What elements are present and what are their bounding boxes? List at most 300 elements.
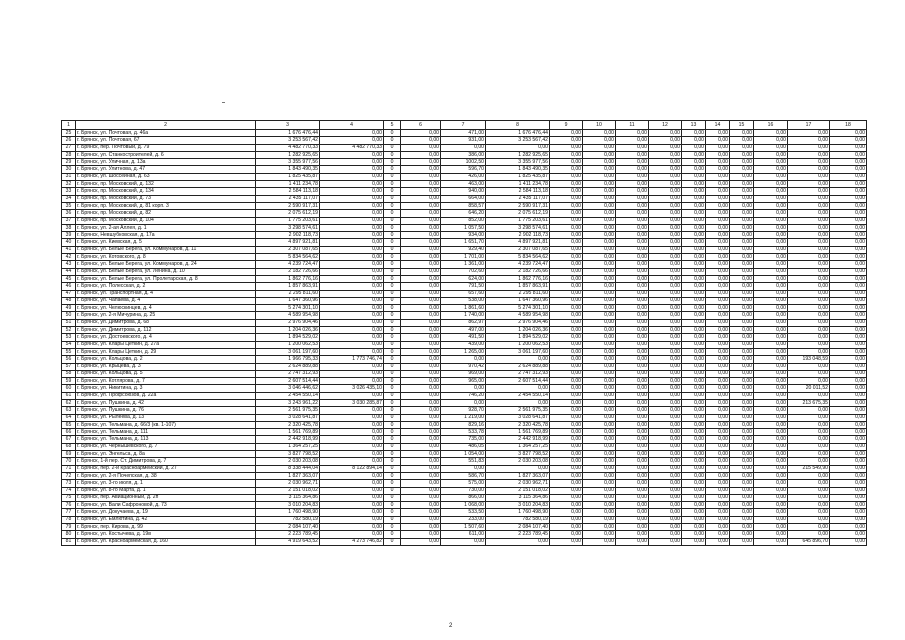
- amount-cell: 0,00: [583, 297, 616, 304]
- amount-cell: 215 549,90: [788, 465, 830, 472]
- amount-cell: 0,00: [788, 232, 830, 239]
- address-cell: г. Брянск, пр. Московский, д. 132: [76, 181, 256, 188]
- row-number-cell: 77: [62, 509, 76, 516]
- row-number-cell: 72: [62, 472, 76, 479]
- amount-cell: 0,00: [682, 399, 706, 406]
- amount-cell: 0,00: [788, 224, 830, 231]
- amount-cell: 0,00: [730, 181, 754, 188]
- amount-cell: 0,00: [730, 480, 754, 487]
- amount-cell: 0,00: [550, 421, 583, 428]
- amount-cell: 0,00: [682, 487, 706, 494]
- table-row: [62, 472, 867, 479]
- amount-cell: 0,00: [682, 188, 706, 195]
- amount-cell: 0,00: [754, 159, 788, 166]
- amount-cell: 0,00: [730, 224, 754, 231]
- table-row: [62, 232, 867, 239]
- amount-cell: 0,00: [754, 407, 788, 414]
- table-row: [62, 502, 867, 509]
- amount-cell: 0,00: [616, 458, 649, 465]
- amount-cell: 0,00: [754, 195, 788, 202]
- amount-cell: 0,00: [754, 217, 788, 224]
- amount-cell: 0,00: [754, 312, 788, 319]
- table-row: [62, 166, 867, 173]
- amount-cell: 2 030 203,08: [486, 458, 550, 465]
- amount-cell: 0,00: [788, 436, 830, 443]
- row-number-cell: 51: [62, 319, 76, 326]
- amount-cell: 0,00: [616, 173, 649, 180]
- amount-cell: 0,00: [730, 363, 754, 370]
- count-cell: 0: [384, 181, 401, 188]
- amount-cell: 2 075 612,19: [486, 210, 550, 217]
- address-cell: г. Брянск, ул. Клары Цеткин, д. 27а: [76, 341, 256, 348]
- address-cell: г. Брянск, ул. Энгельса, д. 8а: [76, 451, 256, 458]
- amount-cell: 0,00: [682, 305, 706, 312]
- amount-cell: 0,00: [320, 188, 384, 195]
- address-cell: г. Брянск, ул. Димитрова, д. 68: [76, 319, 256, 326]
- table-row: [62, 385, 867, 392]
- count-cell: 0: [384, 494, 401, 501]
- amount-cell: 0,00: [682, 385, 706, 392]
- amount-cell: 0,00: [730, 429, 754, 436]
- amount-cell: 0,00: [486, 356, 550, 363]
- amount-cell: 0,00: [616, 159, 649, 166]
- amount-cell: 0,00: [401, 275, 441, 282]
- table-row: [62, 516, 867, 523]
- amount-cell: 0,00: [730, 392, 754, 399]
- count-cell: 0: [384, 472, 401, 479]
- amount-cell: 0,00: [754, 531, 788, 538]
- amount-cell: 0,00: [682, 370, 706, 377]
- amount-cell: 0,00: [830, 239, 867, 246]
- amount-cell: 0,00: [441, 385, 486, 392]
- amount-cell: 0,00: [730, 217, 754, 224]
- row-number-cell: 55: [62, 348, 76, 355]
- amount-cell: 0,00: [682, 239, 706, 246]
- amount-cell: 0,00: [754, 385, 788, 392]
- amount-cell: 0,00: [616, 261, 649, 268]
- address-cell: г. Брянск, ул. Белые Берега, ул. Пролетарская, д. 8: [76, 275, 256, 282]
- address-cell: г. Брянск, пер. Кирова, д. 99: [76, 524, 256, 531]
- amount-cell: 0,00: [583, 159, 616, 166]
- amount-cell: 0,00: [649, 261, 682, 268]
- amount-cell: 0,00: [706, 465, 730, 472]
- amount-cell: 0,00: [649, 356, 682, 363]
- amount-cell: 0,00: [583, 465, 616, 472]
- amount-cell: 0,00: [706, 254, 730, 261]
- count-cell: 0: [384, 436, 401, 443]
- amount-cell: 193 048,59: [788, 356, 830, 363]
- amount-cell: 0,00: [754, 509, 788, 516]
- amount-cell: 0,00: [788, 494, 830, 501]
- amount-cell: 0,00: [401, 181, 441, 188]
- column-number-header: 9: [550, 121, 583, 130]
- count-cell: 0: [384, 370, 401, 377]
- address-cell: г. Брянск, пер. Почтовый, д. 79: [76, 144, 256, 151]
- amount-cell: 0,00: [616, 363, 649, 370]
- amount-cell: 0,00: [730, 151, 754, 158]
- amount-cell: 0,00: [730, 524, 754, 531]
- row-number-cell: 40: [62, 239, 76, 246]
- amount-cell: 0,00: [830, 451, 867, 458]
- amount-cell: 0,00: [401, 239, 441, 246]
- amount-cell: 0,00: [706, 392, 730, 399]
- row-number-cell: 56: [62, 356, 76, 363]
- amount-cell: 0,00: [830, 407, 867, 414]
- amount-cell: 0,00: [682, 173, 706, 180]
- amount-cell: 586,70: [441, 472, 486, 479]
- amount-cell: 0,00: [706, 509, 730, 516]
- amount-cell: 2 454 550,14: [256, 392, 320, 399]
- address-cell: г. Брянск, ул. Киевская, д. 5: [76, 239, 256, 246]
- amount-cell: 0,00: [401, 494, 441, 501]
- amount-cell: 1 857 863,91: [486, 283, 550, 290]
- amount-cell: 0,00: [682, 509, 706, 516]
- amount-cell: 2 747 312,93: [486, 370, 550, 377]
- amount-cell: 0,00: [616, 137, 649, 144]
- amount-cell: 0,00: [320, 312, 384, 319]
- column-number-header: 2: [76, 121, 256, 130]
- amount-cell: 1 411 234,78: [256, 181, 320, 188]
- amount-cell: 0,00: [616, 531, 649, 538]
- amount-cell: 0,00: [830, 312, 867, 319]
- amount-cell: 0,00: [401, 458, 441, 465]
- column-number-header: 13: [682, 121, 706, 130]
- amount-cell: 0,00: [583, 319, 616, 326]
- amount-cell: 0,00: [754, 232, 788, 239]
- amount-cell: 0,00: [649, 239, 682, 246]
- amount-cell: 0,00: [320, 451, 384, 458]
- amount-cell: 0,00: [616, 341, 649, 348]
- amount-cell: 0,00: [754, 254, 788, 261]
- amount-cell: 0,00: [730, 137, 754, 144]
- amount-cell: 0,00: [401, 261, 441, 268]
- count-cell: 0: [384, 451, 401, 458]
- count-cell: 0: [384, 385, 401, 392]
- row-number-cell: 29: [62, 159, 76, 166]
- amount-cell: 1 676 476,44: [486, 130, 550, 137]
- amount-cell: 0,00: [550, 202, 583, 209]
- address-cell: г. Брянск, ул. Белые Берега, ул. Ленина, д. 10: [76, 268, 256, 275]
- amount-cell: 0,00: [616, 188, 649, 195]
- amount-cell: 0,00: [550, 239, 583, 246]
- address-cell: г. Брянск, ул. Кольцова, д. 5: [76, 370, 256, 377]
- amount-cell: 0,00: [649, 283, 682, 290]
- amount-cell: 0,00: [583, 130, 616, 137]
- amount-cell: 2 607 514,44: [256, 378, 320, 385]
- amount-cell: 3 827 798,52: [256, 451, 320, 458]
- amount-cell: 934,00: [441, 232, 486, 239]
- column-number-header: 10: [583, 121, 616, 130]
- amount-cell: 0,00: [682, 363, 706, 370]
- header-row: [62, 121, 867, 130]
- amount-cell: 0,00: [320, 370, 384, 377]
- amount-cell: 0,00: [649, 516, 682, 523]
- amount-cell: 0,00: [616, 378, 649, 385]
- row-number-cell: 63: [62, 407, 76, 414]
- table-row: [62, 465, 867, 472]
- amount-cell: 0,00: [730, 399, 754, 406]
- amount-cell: 0,00: [320, 297, 384, 304]
- amount-cell: 0,00: [754, 283, 788, 290]
- amount-cell: 0,00: [550, 297, 583, 304]
- amount-cell: 866,00: [441, 494, 486, 501]
- table-row: [62, 370, 867, 377]
- amount-cell: 0,00: [730, 283, 754, 290]
- amount-cell: 8 122 894,14: [320, 465, 384, 472]
- amount-cell: 1 862 776,16: [486, 275, 550, 282]
- amount-cell: 624,00: [441, 275, 486, 282]
- address-cell: г. Брянск, пр. Московский, д. 81 корп. 3: [76, 202, 256, 209]
- amount-cell: 0,00: [320, 290, 384, 297]
- amount-cell: 0,00: [730, 414, 754, 421]
- amount-cell: 0,00: [682, 378, 706, 385]
- amount-cell: 0,00: [830, 290, 867, 297]
- amount-cell: 0,00: [730, 465, 754, 472]
- amount-cell: 782 580,19: [256, 516, 320, 523]
- amount-cell: 0,00: [706, 436, 730, 443]
- amount-cell: 0,00: [550, 283, 583, 290]
- amount-cell: 0,00: [550, 210, 583, 217]
- address-cell: г. Брянск, ул. Кольцова, д. 2: [76, 356, 256, 363]
- amount-cell: 0,00: [616, 305, 649, 312]
- amount-cell: 0,00: [682, 356, 706, 363]
- amount-cell: 0,00: [401, 137, 441, 144]
- amount-cell: 0,00: [616, 202, 649, 209]
- row-number-cell: 49: [62, 305, 76, 312]
- amount-cell: 0,00: [616, 429, 649, 436]
- address-cell: г. Брянск, ул. Чапаева, д. 4: [76, 297, 256, 304]
- amount-cell: 0,00: [616, 436, 649, 443]
- address-cell: г. Брянск, ул. Крыцева, д. 3: [76, 363, 256, 370]
- amount-cell: 0,00: [788, 312, 830, 319]
- amount-cell: 0,00: [320, 443, 384, 450]
- amount-cell: 0,00: [583, 480, 616, 487]
- count-cell: 0: [384, 392, 401, 399]
- amount-cell: 0,00: [616, 494, 649, 501]
- amount-cell: 0,00: [830, 195, 867, 202]
- amount-cell: 969,00: [441, 370, 486, 377]
- amount-cell: 0,00: [682, 151, 706, 158]
- amount-cell: 3 030 285,87: [320, 399, 384, 406]
- amount-cell: 0,00: [682, 217, 706, 224]
- amount-cell: 0,00: [583, 151, 616, 158]
- amount-cell: 0,00: [649, 137, 682, 144]
- amount-cell: 2 624 889,88: [256, 363, 320, 370]
- amount-cell: 0,00: [830, 472, 867, 479]
- amount-cell: 0,00: [401, 370, 441, 377]
- amount-cell: 0,00: [649, 458, 682, 465]
- count-cell: 0: [384, 159, 401, 166]
- column-number-header: 3: [256, 121, 320, 130]
- amount-cell: 0,00: [320, 531, 384, 538]
- count-cell: 0: [384, 502, 401, 509]
- amount-cell: 0,00: [486, 465, 550, 472]
- table-row: [62, 509, 867, 516]
- amount-cell: 2 624 889,88: [486, 363, 550, 370]
- amount-cell: 0,00: [830, 443, 867, 450]
- row-number-cell: 64: [62, 414, 76, 421]
- table-row: [62, 451, 867, 458]
- amount-cell: 5 834 564,62: [486, 254, 550, 261]
- table-row: [62, 275, 867, 282]
- amount-cell: 0,00: [401, 173, 441, 180]
- amount-cell: 0,00: [583, 363, 616, 370]
- amount-cell: 5 834 564,62: [256, 254, 320, 261]
- amount-cell: 0,00: [788, 451, 830, 458]
- amount-cell: 730,00: [441, 487, 486, 494]
- amount-cell: 3 243 961,22: [256, 399, 320, 406]
- row-number-cell: 31: [62, 173, 76, 180]
- amount-cell: 2 607 514,44: [486, 378, 550, 385]
- amount-cell: 0,00: [320, 151, 384, 158]
- count-cell: 0: [384, 421, 401, 428]
- amount-cell: 0,00: [649, 181, 682, 188]
- amount-cell: 0,00: [830, 173, 867, 180]
- amount-cell: 2 182 726,66: [256, 268, 320, 275]
- column-number-header: 1: [62, 121, 76, 130]
- amount-cell: 0,00: [401, 232, 441, 239]
- amount-cell: 0,00: [616, 480, 649, 487]
- amount-cell: 0,00: [649, 173, 682, 180]
- amount-cell: 0,00: [401, 451, 441, 458]
- amount-cell: 940,00: [441, 188, 486, 195]
- amount-cell: 0,00: [649, 254, 682, 261]
- amount-cell: 0,00: [616, 385, 649, 392]
- count-cell: 0: [384, 224, 401, 231]
- amount-cell: 0,00: [706, 524, 730, 531]
- amount-cell: 0,00: [649, 202, 682, 209]
- table-row: [62, 480, 867, 487]
- amount-cell: 0,00: [706, 144, 730, 151]
- count-cell: 0: [384, 268, 401, 275]
- amount-cell: 0,00: [550, 443, 583, 450]
- amount-cell: 0,00: [788, 202, 830, 209]
- row-number-cell: 78: [62, 516, 76, 523]
- amount-cell: 4 897 921,81: [486, 239, 550, 246]
- address-cell: г. Брянск, пер. Авиационный, д. 2п: [76, 494, 256, 501]
- amount-cell: 0,00: [616, 370, 649, 377]
- amount-cell: 1 200 062,53: [256, 341, 320, 348]
- amount-cell: 0,00: [730, 348, 754, 355]
- amount-cell: 0,00: [616, 290, 649, 297]
- table-row: [62, 224, 867, 231]
- amount-cell: 1 651,70: [441, 239, 486, 246]
- amount-cell: 0,00: [706, 443, 730, 450]
- amount-cell: 0,00: [320, 283, 384, 290]
- amount-cell: 0,00: [830, 465, 867, 472]
- amount-cell: 0,00: [830, 509, 867, 516]
- address-cell: г. Брянск, ул. Белые Берега, ул. Коммунаров, д. 24: [76, 261, 256, 268]
- amount-cell: 0,00: [583, 516, 616, 523]
- row-number-cell: 39: [62, 232, 76, 239]
- amount-cell: 0,00: [550, 173, 583, 180]
- amount-cell: 0,00: [706, 363, 730, 370]
- amount-cell: 0,00: [830, 268, 867, 275]
- amount-cell: 2 442 918,99: [486, 436, 550, 443]
- amount-cell: 0,00: [401, 378, 441, 385]
- amount-cell: 2 435 117,07: [486, 195, 550, 202]
- row-number-cell: 71: [62, 465, 76, 472]
- amount-cell: 213 675,35: [788, 399, 830, 406]
- amount-cell: 0,00: [730, 370, 754, 377]
- amount-cell: 2 902 118,73: [256, 232, 320, 239]
- amount-cell: 0,00: [401, 465, 441, 472]
- amount-cell: 0,00: [754, 378, 788, 385]
- amount-cell: 0,00: [401, 254, 441, 261]
- amount-cell: 0,00: [730, 246, 754, 253]
- amount-cell: 3 061 197,60: [486, 348, 550, 355]
- amount-cell: 0,00: [706, 327, 730, 334]
- amount-cell: 426,00: [441, 173, 486, 180]
- row-number-cell: 70: [62, 458, 76, 465]
- amount-cell: 0,00: [730, 312, 754, 319]
- amount-cell: 0,00: [550, 458, 583, 465]
- amount-cell: 1 068,00: [441, 502, 486, 509]
- amount-cell: 0,00: [583, 275, 616, 282]
- row-number-cell: 68: [62, 443, 76, 450]
- amount-cell: 0,00: [320, 348, 384, 355]
- amount-cell: 0,00: [649, 210, 682, 217]
- amount-cell: 0,00: [830, 297, 867, 304]
- amount-cell: 0,00: [682, 283, 706, 290]
- amount-cell: 0,00: [682, 195, 706, 202]
- amount-cell: 0,00: [754, 421, 788, 428]
- amount-cell: 0,00: [788, 130, 830, 137]
- amount-cell: 0,00: [616, 312, 649, 319]
- amount-cell: 0,00: [616, 356, 649, 363]
- amount-cell: 575,00: [441, 480, 486, 487]
- amount-cell: 0,00: [649, 275, 682, 282]
- count-cell: 0: [384, 399, 401, 406]
- amount-cell: 0,00: [682, 297, 706, 304]
- amount-cell: 0,00: [730, 421, 754, 428]
- amount-cell: 0,00: [320, 334, 384, 341]
- table-row: [62, 217, 867, 224]
- amount-cell: 0,00: [830, 370, 867, 377]
- amount-cell: 0,00: [730, 261, 754, 268]
- amount-cell: 0,00: [649, 538, 682, 545]
- amount-cell: 0,00: [730, 202, 754, 209]
- amount-cell: 0,00: [583, 494, 616, 501]
- amount-cell: 0,00: [401, 283, 441, 290]
- amount-cell: 0,00: [583, 356, 616, 363]
- amount-cell: 0,00: [706, 173, 730, 180]
- amount-cell: 1 775 203,61: [256, 217, 320, 224]
- amount-cell: 0,00: [320, 378, 384, 385]
- amount-cell: 0,00: [583, 312, 616, 319]
- page-number: 2: [449, 623, 453, 629]
- amount-cell: 0,00: [583, 341, 616, 348]
- amount-cell: 0,00: [583, 524, 616, 531]
- amount-cell: 0,00: [649, 144, 682, 151]
- amount-cell: 1 282 925,65: [486, 151, 550, 158]
- amount-cell: 0,00: [682, 319, 706, 326]
- amount-cell: 2 084 107,40: [256, 524, 320, 531]
- amount-cell: 0,00: [401, 392, 441, 399]
- amount-cell: 0,00: [649, 319, 682, 326]
- amount-cell: 3 298 574,61: [486, 224, 550, 231]
- amount-cell: 0,00: [649, 370, 682, 377]
- amount-cell: 0,00: [682, 210, 706, 217]
- amount-cell: 0,00: [706, 290, 730, 297]
- amount-cell: 0,00: [830, 480, 867, 487]
- count-cell: 0: [384, 356, 401, 363]
- amount-cell: 0,00: [320, 246, 384, 253]
- amount-cell: 1 760 498,90: [256, 509, 320, 516]
- amount-cell: 0,00: [550, 246, 583, 253]
- count-cell: 0: [384, 254, 401, 261]
- amount-cell: 0,00: [583, 348, 616, 355]
